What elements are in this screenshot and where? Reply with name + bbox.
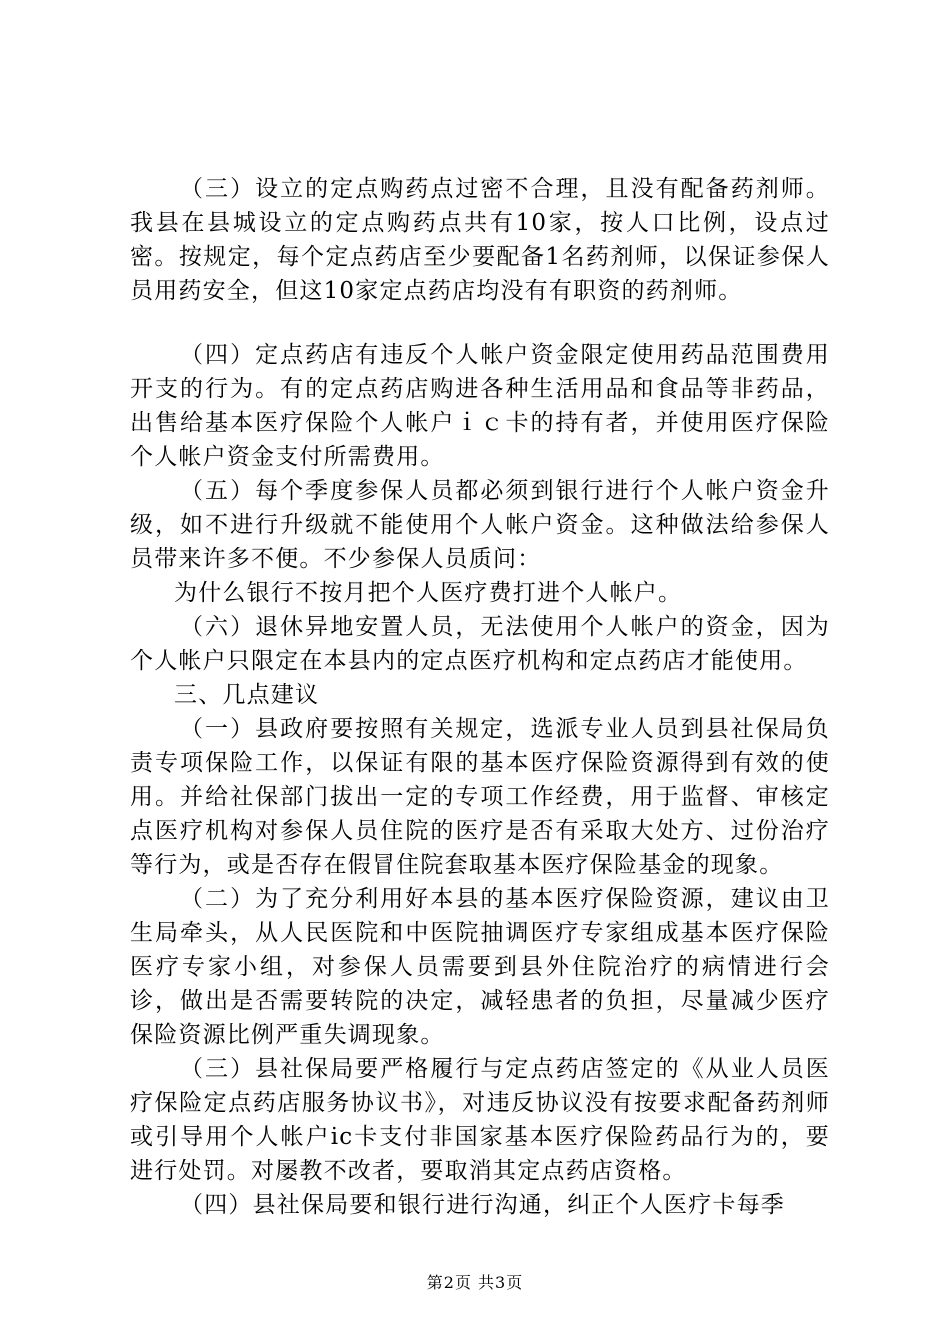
paragraph-3-pharmacy-density: （三）设立的定点购药点过密不合理，且没有配备药剂师。我县在县城设立的定点购药点共有10家，按人口比例，设点过密。按规定，每个定点药店至少要配备1名药剂师，以保证参保人员用药安全，但这10家定点药店均没有有职资的药剂师。 xyxy=(130,176,830,304)
suggestion-2: （二）为了充分利用好本县的基本医疗保险资源，建议由卫生局牵头，从人民医院和中医院抽调医疗专家组成基本医疗保险医疗专家小组，对参保人员需要到县外住院治疗的病情进行会诊，做出是否需要转院的决定，减轻患者的负担，尽量减少医疗保险资源比例严重失调现象。 xyxy=(130,886,830,1048)
paragraph-4-pharmacy-violations: （四）定点药店有违反个人帐户资金限定使用药品范围费用开支的行为。有的定点药店购进各种生活用品和食品等非药品，出售给基本医疗保险个人帐户ｉｃ卡的持有者，并使用医疗保险个人帐户资金支付所需费用。 xyxy=(130,342,830,470)
paragraph-5-question: 为什么银行不按月把个人医疗费打进个人帐户。 xyxy=(174,580,683,606)
suggestion-1: （一）县政府要按照有关规定，选派专业人员到县社保局负责专项保险工作，以保证有限的基本医疗保险资源得到有效的使用。并给社保部门拔出一定的专项工作经费，用于监督、审核定点医疗机构对参保人员住院的医疗是否有采取大处方、过份治疗等行为，或是否存在假冒住院套取基本医疗保险基金的现象。 xyxy=(130,716,830,878)
suggestion-4: （四）县社保局要和银行进行沟通，纠正个人医疗卡每季 xyxy=(180,1192,785,1218)
page-footer: 第2页 共3页 xyxy=(426,1273,524,1292)
suggestion-3: （三）县社保局要严格履行与定点药店签定的《从业人员医疗保险定点药店服务协议书》，对违反协议没有按要求配备药剂师或引导用个人帐户ic卡支付非国家基本医疗保险药品行为的，要进行处罚。对屡教不改者，要取消其定点药店资格。 xyxy=(130,1056,830,1184)
document-body xyxy=(130,172,830,1222)
paragraph-6-retirees: （六）退休异地安置人员，无法使用个人帐户的资金，因为个人帐户只限定在本县内的定点医疗机构和定点药店才能使用。 xyxy=(130,614,830,674)
section-heading-suggestions: 三、几点建议 xyxy=(174,682,320,708)
paragraph-5-account-upgrade: （五）每个季度参保人员都必须到银行进行个人帐户资金升级，如不进行升级就不能使用个人帐户资金。这种做法给参保人员带来许多不便。不少参保人员质问： xyxy=(130,478,830,572)
